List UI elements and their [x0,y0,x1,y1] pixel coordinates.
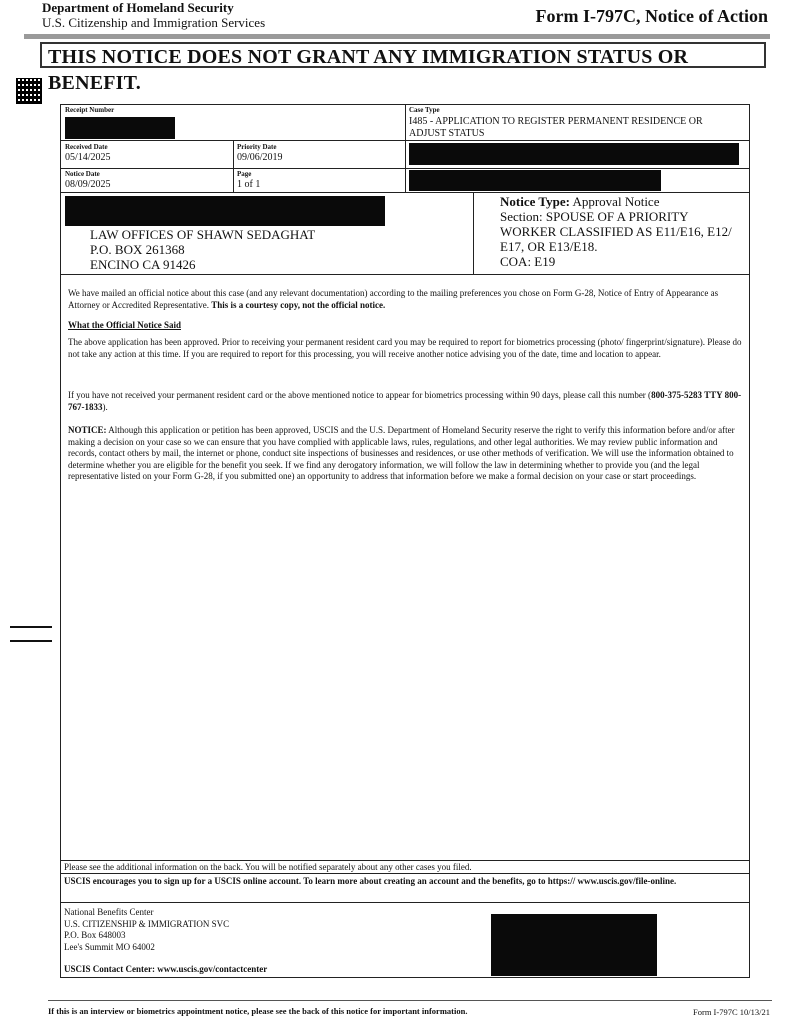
page-label: Page [237,170,252,178]
section-line: WORKER CLASSIFIED AS E11/E16, E12/ [500,224,732,239]
notice-date-label: Notice Date [65,170,100,178]
page-value: 1 of 1 [237,179,261,190]
grid-line [405,104,406,192]
official-notice-heading: What the Official Notice Said [68,320,181,330]
biometrics-text-end: ). [102,401,108,412]
center-line: U.S. CITIZENSHIP & IMMIGRATION SVC [64,918,230,929]
notice-date-value: 08/09/2025 [65,179,111,190]
coa-value: COA: E19 [500,254,556,269]
received-date-label: Received Date [65,143,108,151]
agency-block [42,0,265,30]
priority-date-label: Priority Date [237,143,277,151]
barcode-icon [16,78,42,104]
redacted-applicant-name [409,143,739,165]
notice-type-value: Approval Notice [572,194,660,209]
margin-mark [10,640,52,642]
grid-line [473,192,474,274]
redacted-barcode [491,914,657,976]
biometrics-paragraph [68,390,744,413]
agency-name: U.S. Citizenship and Immigration Services [42,15,266,30]
margin-mark [10,626,52,628]
contact-phone: 800-375-5283 TTY 800-767-1833 [68,390,742,412]
address-line: ENCINO CA 91426 [90,257,196,272]
receipt-number-label: Receipt Number [65,106,115,114]
grid-line [60,274,750,275]
center-line: P.O. Box 648003 [64,930,126,940]
courtesy-copy-note: This is a courtesy copy, not the official notice. [211,299,386,310]
mailing-address [90,227,315,272]
header-rule [24,34,770,39]
biometrics-text: If you have not received your permanent resident card or the above mentioned notice to appear for biometrics processing within 90 days, please call this number ( [68,390,652,400]
grid-line [60,873,750,874]
notice-type-block [500,194,748,269]
bottom-rule [48,1000,772,1001]
courtesy-text: We have mailed an official notice about this case (and any relevant documentation) according to the mailing preferences you chose on Form G-28, Notice of Entry of Appearance as Attorney or Accredited Representative. [68,288,719,310]
contact-center-link[interactable]: USCIS Contact Center: www.uscis.gov/contactcenter [64,964,268,974]
address-line: P.O. BOX 261368 [90,242,185,257]
section-line: E17, OR E13/E18. [500,239,598,254]
center-line: Lee's Summit MO 64002 [64,941,155,952]
case-type-value: I485 - APPLICATION TO REGISTER PERMANENT RESIDENCE OR ADJUST STATUS [409,116,703,139]
additional-info-note: Please see the additional information on the back. You will be notified separately about any other cases you filed. [64,862,472,872]
service-center-address [64,907,229,953]
received-date-value: 05/14/2025 [65,152,111,163]
priority-date-value: 09/06/2019 [237,152,283,163]
redacted-beneficiary [409,170,661,191]
status-banner: THIS NOTICE DOES NOT GRANT ANY IMMIGRATION STATUS OR BENEFIT. [40,42,766,68]
online-account-note: USCIS encourages you to sign up for a USCIS online account. To learn more about creating an account and the benefits, go to https:// www.uscis.gov/file-online. [64,876,677,886]
case-type-label: Case Type [409,106,440,114]
grid-line [60,192,750,193]
verification-notice-paragraph [68,425,744,483]
section-line: Section: SPOUSE OF A PRIORITY [500,209,689,224]
grid-line [233,140,234,192]
center-line: National Benefits Center [64,907,154,917]
verification-text: Although this application or petition has been approved, USCIS and the U.S. Department of Homeland Security reserve the right to verify this information before and/or after making a decision on your case so we can ensure that you have complied with applicable laws, rules, regulations, and other legal authorities. We may review public information and records, contact others by mail, the internet or phone, conduct site inspections of businesses and residences, or use other methods of verification. We will use the information obtained to determine whether you are eligible for the benefit you seek. If we find any derogatory information, we will follow the law in determining whether to provide you (and the legal representative listed on your Form G-28, if you submitted one) an opportunity to address that information before we make a formal decision on your case or start proceedings. [68,425,735,481]
redacted-receipt-number [65,117,175,139]
notice-type-label: Notice Type: [500,194,570,209]
redacted-recipient-name [65,196,385,226]
grid-line [60,902,750,903]
notice-label: NOTICE: [68,425,107,435]
courtesy-paragraph [68,288,744,311]
form-title: Form I-797C, Notice of Action [535,6,768,26]
interview-note: If this is an interview or biometrics appointment notice, please see the back of this notice for important information. [48,1006,468,1016]
approval-paragraph: The above application has been approved. Prior to receiving your permanent resident card you may be required to report for biometrics processing (photo/ fingerprint/signature). Please do not take any action at this time. If you are required to report for this processing, you will receive another notice advising you of the date, time and location to appear. [68,337,742,359]
address-line: LAW OFFICES OF SHAWN SEDAGHAT [90,227,316,242]
department-name: Department of Homeland Security [42,0,234,15]
grid-line [60,860,750,861]
form-revision: Form I-797C 10/13/21 [693,1007,770,1017]
